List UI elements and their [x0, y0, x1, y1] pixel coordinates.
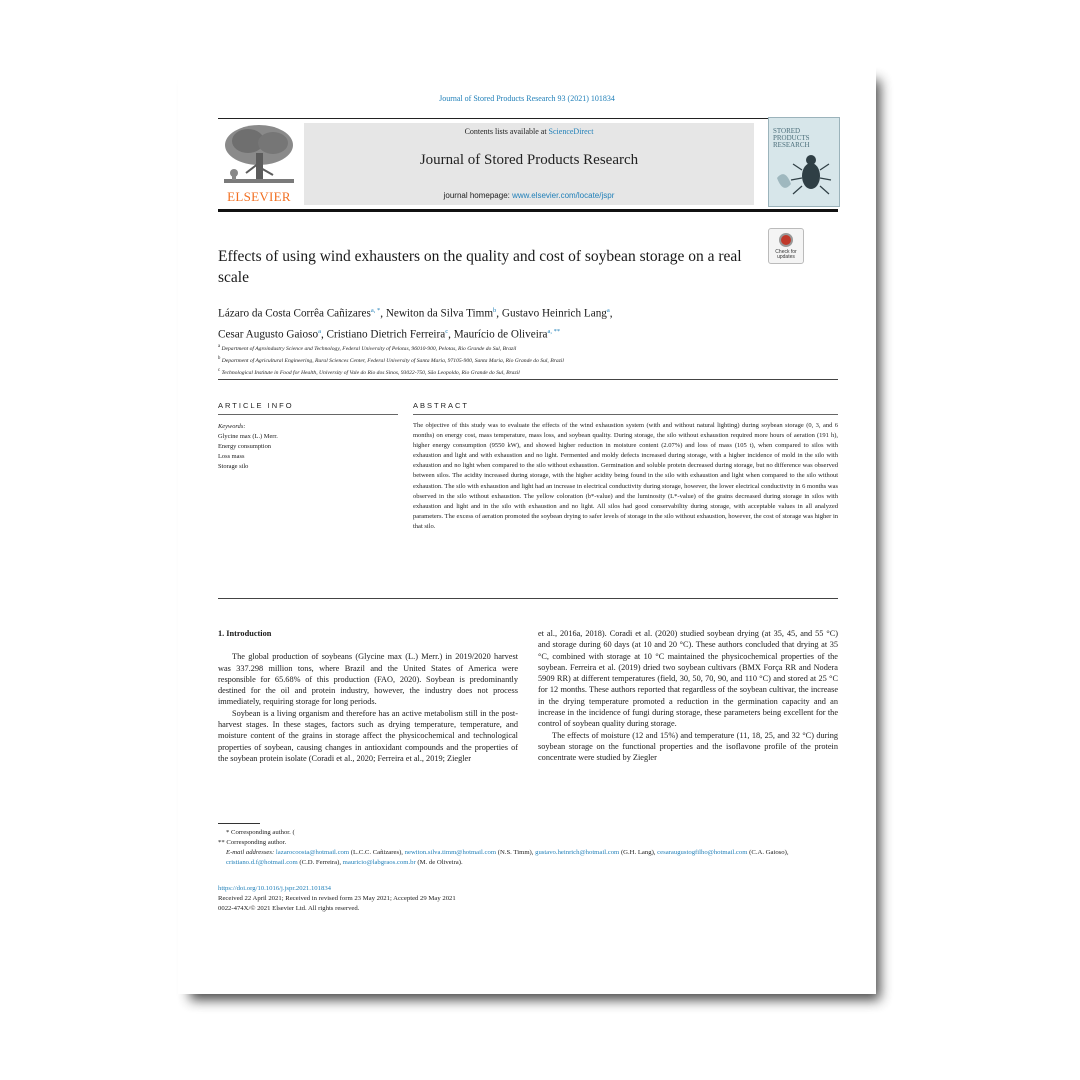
abstract-heading: ABSTRACT — [413, 401, 470, 410]
article-front-matter — [218, 884, 838, 914]
journal-name: Journal of Stored Products Research — [419, 152, 639, 168]
email-link[interactable]: cristiano.d.f@hotmail.com — [226, 859, 298, 866]
affiliation-text: Department of Agroindustry Science and Technology, Federal University of Pelotas, 96010-900, Pelotas, Rio Grande do Sul, Brazil — [221, 345, 517, 352]
article-info-heading: ARTICLE INFO — [218, 401, 294, 410]
body-paragraph: The effects of moisture (12 and 15%) and temperature (11, 18, 25, and 32 °C) during soybean storage on the functional properties and the isoflavone profile of the protein concentrate were studied by Ziegler — [538, 730, 838, 763]
email-owner: (L.C.C. Cañizares), — [350, 849, 403, 856]
affiliation-line — [218, 342, 818, 354]
email-label: E-mail addresses: — [226, 849, 275, 856]
beetle-icon — [769, 118, 839, 206]
affiliation-text: Department of Agricultural Engineering, Rural Sciences Center, Federal University of Santa Maria, 97105-900, Santa Maria, Rio Grande do Sul, Brazil — [221, 357, 564, 364]
journal-cover-image — [768, 117, 840, 207]
footnotes — [218, 828, 838, 868]
copyright-line: 0022-474X/© 2021 Elsevier Ltd. All rights reserved. — [218, 905, 360, 912]
section-title: 1. Introduction — [218, 629, 272, 638]
publisher-name: ELSEVIER — [227, 189, 291, 204]
affiliation-line — [218, 354, 818, 366]
keyword-item: Storage silo — [218, 463, 249, 470]
keyword-item: Glycine max (L.) Merr. — [218, 433, 278, 440]
email-owner: (C.A. Gaioso), — [749, 849, 789, 856]
email-owner: (G.H. Lang), — [620, 849, 656, 856]
body-paragraph: et al., 2016a, 2018). Coradi et al. (2020) studied soybean drying (at 35, 45, and 55 °C) and storage during 60 days (at 10 and 20 °C). These authors concluded that drying at 35 °C, combined with storage at 10 °C maintained the physicochemical properties of the soybean. Ferreira et al. (2019) dried two soybean cultivars (BMX Força RR and Nodera 5909 RR) at different temperatures (field, 30, 50, 70, 90, and 110 °C) and stored at 25 °C for 12 months. These authors reported that regardless of the soybean cultivar, the increase in the drying temperature promoted a reduction in the germination capacity and an increase in the incidence of fungi during storage, these parameters being excellent for the control of soybean quality during storage. — [538, 629, 838, 729]
journal-banner — [218, 123, 838, 205]
doi-link[interactable]: https://doi.org/10.1016/j.jspr.2021.101834 — [218, 885, 332, 892]
banner-center-box — [304, 123, 754, 205]
affiliations — [218, 342, 818, 378]
section-divider — [218, 598, 838, 599]
body-column-right — [538, 628, 838, 764]
received-dates: Received 22 April 2021; Received in revised form 23 May 2021; Accepted 29 May 2021 — [218, 895, 456, 902]
email-owner: (M. de Oliveira). — [417, 859, 463, 866]
author-name: Cristiano Dietrich Ferreira — [326, 328, 446, 341]
abstract-rule — [413, 414, 838, 415]
email-link[interactable]: gustavo.heinrich@hotmail.com — [535, 849, 620, 856]
section-divider — [218, 379, 838, 380]
author-affiliation-link[interactable]: a — [606, 307, 610, 314]
email-owner: (N.S. Timm), — [497, 849, 534, 856]
author-name: Maurício de Oliveira — [453, 328, 548, 341]
body-column-left — [218, 628, 518, 764]
banner-top-rule — [218, 118, 838, 119]
homepage-prefix: journal homepage: — [443, 191, 513, 200]
body-paragraph: Soybean is a living organism and therefore has an active metabolism still in the post-harvest stages. In these stages, factors such as drying temperature, temperature, and moisture content of the grains in storage affect the physicochemical and technological properties of soybean, causing changes in antioxidant compounds and the properties of the soybean protein isolate (Coradi et al., 2020; Ferreira et al., 2019; Ziegler — [218, 708, 518, 763]
affiliation-line — [218, 366, 818, 378]
author-affiliation-link[interactable]: b — [493, 307, 497, 314]
email-addresses — [218, 848, 838, 868]
author-name: Lázaro da Costa Corrêa Cañizares — [218, 307, 371, 320]
elsevier-logo — [218, 123, 300, 205]
email-link[interactable]: lazarocoosta@hotmail.com — [275, 849, 350, 856]
footnote-rule — [218, 823, 260, 824]
author-affiliation-link[interactable]: a, * — [370, 307, 381, 314]
keywords-block — [218, 422, 398, 472]
email-owner: (C.D. Ferreira), — [299, 859, 341, 866]
paper-page — [178, 66, 876, 994]
affiliation-text: Technological Institute in Food for Health, University of Vale do Rio dos Sinos, 93022-750, São Leopoldo, Rio Grande do Sul, Brazil — [221, 369, 520, 376]
author-affiliation-link[interactable]: a — [318, 327, 321, 335]
check-updates-icon — [779, 233, 793, 247]
check-for-updates-button[interactable] — [768, 228, 804, 264]
affiliation-marker: b — [218, 355, 221, 361]
keyword-item: Energy consumption — [218, 443, 271, 450]
affiliation-marker: a — [218, 344, 221, 349]
check-updates-label: Check for updates — [775, 249, 797, 260]
article-title: Effects of using wind exhausters on the quality and cost of soybean storage on a real scale — [218, 248, 742, 286]
body-paragraph: The global production of soybeans (Glycine max (L.) Merr.) in 2019/2020 harvest was 337.298 million tons, where Brazil and the United States of America were responsible for 65.68% of this production (FAO, 2020). Soybean is predominantly destined for the oil and protein industry, however, the industry does not process immediately, requiring storage for long periods. — [218, 652, 518, 707]
author-name: Gustavo Heinrich Lang — [501, 307, 607, 320]
journal-citation[interactable]: Journal of Stored Products Research 93 (2021) 101834 — [439, 94, 615, 103]
sciencedirect-link[interactable]: ScienceDirect — [548, 127, 594, 136]
email-link[interactable]: mauricio@labgraos.com.br — [342, 859, 416, 866]
affiliation-marker: c — [218, 367, 221, 373]
corresponding-author-note: ** Corresponding author. — [218, 839, 287, 846]
contents-prefix: Contents lists available at — [464, 127, 549, 136]
homepage-line — [304, 191, 754, 200]
email-link[interactable]: cesaraugustogfilho@hotmail.com — [657, 849, 748, 856]
cover-title: STORED PRODUCTS RESEARCH — [773, 127, 810, 149]
author-name: Cesar Augusto Gaioso — [218, 328, 319, 341]
banner-bottom-rule — [218, 209, 838, 212]
article-info-rule — [218, 414, 398, 415]
keywords-label: Keywords: — [218, 423, 246, 430]
keyword-item: Loss mass — [218, 453, 245, 460]
author-affiliation-link[interactable]: c — [445, 327, 449, 335]
author-affiliation-link[interactable]: a, ** — [547, 327, 561, 335]
author-name: Newiton da Silva Timm — [385, 307, 494, 320]
abstract-text: The objective of this study was to evaluate the effects of the wind exhaustion system (with and without natural lighting) during soybean storage (0, 3, and 6 months) on energy cost, mass temperature, mass loss, and soybean quality. During storage, the silo without exhaustion required more hours of aeration (191 h), higher energy consumption (9550 kW), and showed higher reduction in moisture content (2.07%) and loss of mass (105 t), when compared to silos with exhaustion and light and with exhaustion and no light. Fermented and moldy defects increased during storage, with a higher incidence of mold in the silo with exhaustion and no light when compared to the silo without exhaustion. Germination and soluble protein decreased during storage, but no difference was observed between silos. The acidity increased during storage, with the higher acidity being found in the silo with exhaustion and light when compared to the silo without exhaustion. The silo with exhaustion and light had an increase in electrical conductivity during storage, however, the lower electrical conductivity in 6 months was observed in the silo without exhaustion. The yellow coloration (b*-value) and the luminosity (L*-value) of the grains decreased during storage in silos with exhaustion and light and in the silo with exhaustion and no light. All silos had good conservability during storage, with acceptable values in all analyzed parameters. The excess of aeration promoted the soybean drying to safer levels of storage in the silo without exhaustion, however, the cost of storage was higher in that silo. — [413, 422, 838, 530]
email-link[interactable]: newiton.silva.timm@hotmail.com — [404, 849, 497, 856]
elsevier-tree-icon — [218, 123, 300, 189]
author-list: Lázaro da Costa Corrêa Cañizares$^{a, *}$, Newiton da Silva Timm$^b$, Gustavo Heinrich Lang$^a$, Cesar Augusto Gaioso$^a$, Cristiano Dietrich Ferreira$^c$, Maurício de Oliveira$^{a, **}$ — [218, 307, 613, 341]
corresponding-author-note: * Corresponding author. ( — [226, 829, 295, 836]
contents-line — [304, 127, 754, 136]
homepage-link[interactable]: www.elsevier.com/locate/jspr — [512, 191, 615, 200]
